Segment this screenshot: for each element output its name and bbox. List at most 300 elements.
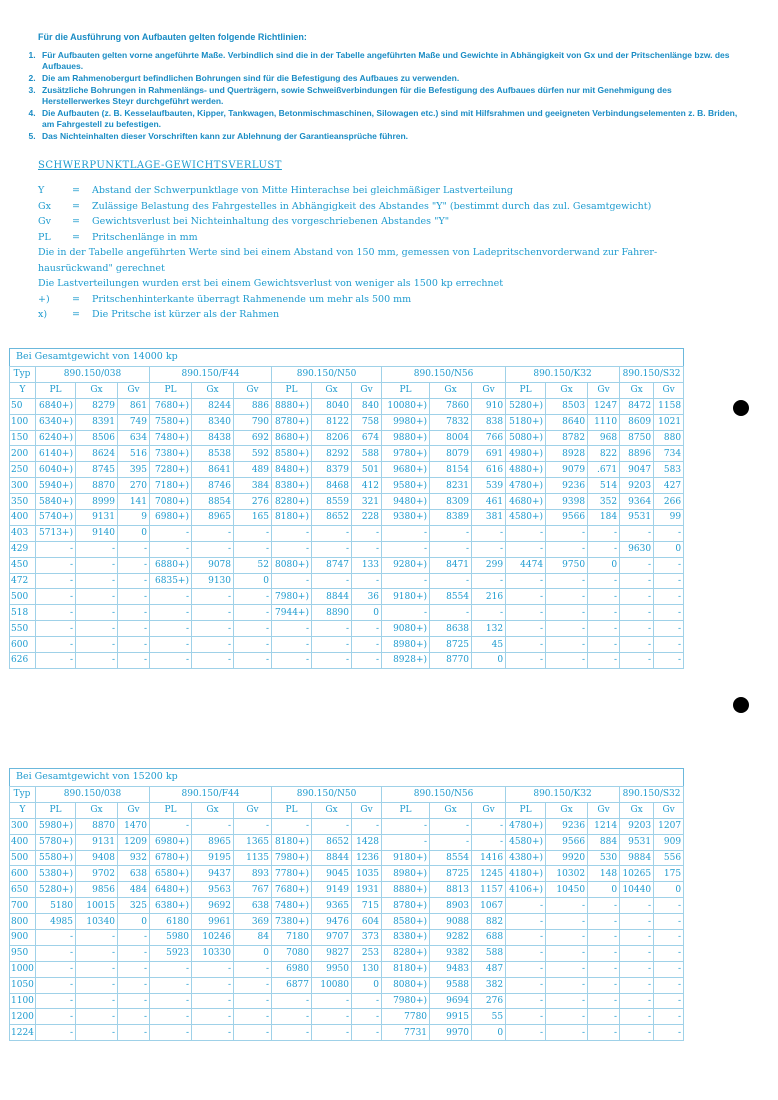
table-cell: 8782 (546, 430, 588, 446)
table-row (10, 398, 684, 414)
table-cell: 8725 (430, 866, 472, 882)
table-cell: 9566 (546, 834, 588, 850)
table-cell: 9961 (192, 914, 234, 930)
table-row (10, 866, 684, 882)
table-cell: 9408 (76, 850, 118, 866)
legend-symbol: Gv (38, 216, 51, 227)
table-cell: - (150, 605, 192, 621)
table-cell: 6240+) (36, 430, 76, 446)
table-cell: - (654, 993, 684, 1009)
legend-text: Pritschenlänge in mm (92, 231, 198, 243)
legend-equals: = (72, 200, 80, 212)
table-cell: - (620, 945, 654, 961)
table-cell: 9915 (430, 1009, 472, 1025)
table-cell: - (312, 1009, 352, 1025)
table-row (10, 653, 684, 669)
table-cell: - (118, 945, 150, 961)
table-cell: 5580+) (36, 850, 76, 866)
table-row (10, 898, 684, 914)
table-cell: - (472, 834, 506, 850)
table-cell: - (234, 818, 272, 834)
table-cell: 8652 (312, 510, 352, 526)
table-cell: - (588, 525, 620, 541)
table-cell: 884 (588, 834, 620, 850)
model-header: 890.150/S32 (620, 787, 684, 803)
table-cell: 55 (472, 1009, 506, 1025)
table-cell: - (150, 818, 192, 834)
table-cell: 5980+) (36, 818, 76, 834)
row-y-value: 300 (10, 818, 36, 834)
table-cell: 4985 (36, 914, 76, 930)
table-cell: - (192, 653, 234, 669)
table-cell: 692 (234, 430, 272, 446)
table-cell: 4580+) (506, 834, 546, 850)
table-cell: - (654, 945, 684, 961)
guideline-item: 2. Die am Rahmenobergurt befindlichen Bohrungen sind für die Befestigung des Aufbaues zu verwenden. (38, 73, 738, 84)
table-cell: 9980+) (382, 414, 430, 430)
column-header: Gx (546, 382, 588, 398)
table-row (10, 818, 684, 834)
table-cell: - (588, 653, 620, 669)
table-cell: - (76, 637, 118, 653)
table-cell: 8903 (430, 898, 472, 914)
column-header: Gv (352, 382, 382, 398)
table-cell: - (36, 945, 76, 961)
table-cell: - (36, 605, 76, 621)
table-cell: - (76, 541, 118, 557)
table-cell: 8080+) (382, 977, 430, 993)
table-cell: 822 (588, 446, 620, 462)
table-cell: - (352, 525, 382, 541)
table-row (10, 494, 684, 510)
table-cell: 8180+) (272, 510, 312, 526)
table-cell: 8770 (430, 653, 472, 669)
table-cell: - (192, 1025, 234, 1041)
row-y-value: 1224 (10, 1025, 36, 1041)
table-cell: 8609 (620, 414, 654, 430)
column-header: Gx (312, 382, 352, 398)
table-cell: - (620, 914, 654, 930)
table-cell: - (472, 541, 506, 557)
table-cell: 9080+) (382, 621, 430, 637)
table-cell: 0 (118, 525, 150, 541)
legend-equals: = (72, 231, 80, 243)
table-cell: 1247 (588, 398, 620, 414)
row-y-value: 800 (10, 914, 36, 930)
table-cell: 1207 (654, 818, 684, 834)
punch-hole-icon (733, 400, 749, 416)
column-header: PL (382, 382, 430, 398)
table-cell: 9476 (312, 914, 352, 930)
table-cell: - (620, 1009, 654, 1025)
table-cell: 5923 (150, 945, 192, 961)
table-cell: - (546, 930, 588, 946)
table-cell: 228 (352, 510, 382, 526)
table-cell: - (150, 525, 192, 541)
row-y-value: 403 (10, 525, 36, 541)
table-cell: 1214 (588, 818, 620, 834)
table-row (10, 525, 684, 541)
table-row (10, 541, 684, 557)
table-cell: - (654, 930, 684, 946)
table-cell: - (546, 914, 588, 930)
table-cell: - (312, 621, 352, 637)
table-cell: 130 (352, 961, 382, 977)
table-cell: 8040 (312, 398, 352, 414)
table-cell: - (546, 977, 588, 993)
table-cell: - (588, 898, 620, 914)
table-cell: 270 (118, 478, 150, 494)
table-row (10, 1009, 684, 1025)
table-cell: - (588, 1025, 620, 1041)
model-header: 890.150/N50 (272, 787, 382, 803)
table-cell: - (36, 557, 76, 573)
table-row (10, 557, 684, 573)
model-header: 890.150/K32 (506, 367, 620, 383)
table-cell: 4780+) (506, 478, 546, 494)
legend-note: Die in der Tabelle angeführten Werte sind bei einem Abstand von 150 mm, gemessen von Ladepritschenvorderwand zur Fahrer- (38, 247, 658, 258)
table-cell: - (620, 930, 654, 946)
table-cell: 8472 (620, 398, 654, 414)
table-cell: 8746 (192, 478, 234, 494)
row-y-value: 626 (10, 653, 36, 669)
table-cell: 8280+) (272, 494, 312, 510)
row-y-value: 400 (10, 834, 36, 850)
table-cell: 6980 (272, 961, 312, 977)
column-header: PL (36, 802, 76, 818)
table-cell: - (312, 653, 352, 669)
table-cell: 9884 (620, 850, 654, 866)
table-cell: 8340 (192, 414, 234, 430)
row-y-value: 472 (10, 573, 36, 589)
table-cell: - (352, 818, 382, 834)
table-cell: - (654, 961, 684, 977)
table-cell: - (118, 930, 150, 946)
table-cell: 10302 (546, 866, 588, 882)
column-header: Gx (76, 382, 118, 398)
table-cell: 8279 (76, 398, 118, 414)
typ-label: Typ (10, 787, 36, 803)
table-cell: - (382, 525, 430, 541)
table-cell: 8980+) (382, 866, 430, 882)
model-header: 890.150/038 (36, 367, 150, 383)
table-cell: - (76, 589, 118, 605)
table-cell: 8928 (546, 446, 588, 462)
table-cell: 6840+) (36, 398, 76, 414)
table-cell: 10246 (192, 930, 234, 946)
table-cell: 0 (472, 653, 506, 669)
table-cell: 0 (654, 541, 684, 557)
table-cell: - (36, 1009, 76, 1025)
table-cell: 8854 (192, 494, 234, 510)
table-cell: 9827 (312, 945, 352, 961)
table-cell: - (272, 541, 312, 557)
table-cell: - (150, 653, 192, 669)
table-cell: 9130 (192, 573, 234, 589)
table-cell: 501 (352, 462, 382, 478)
model-header-row (10, 367, 684, 383)
table-cell: - (352, 573, 382, 589)
table-cell: 6780+) (150, 850, 192, 866)
table-cell: 325 (118, 898, 150, 914)
table-cell: 861 (118, 398, 150, 414)
table-cell: - (506, 1025, 546, 1041)
legend-text: Pritschenhinterkante überragt Rahmenende um mehr als 500 mm (92, 293, 412, 305)
table-cell: 299 (472, 557, 506, 573)
table-cell: - (588, 930, 620, 946)
table-cell: 5780+) (36, 834, 76, 850)
typ-label: Typ (10, 367, 36, 383)
table-cell: - (588, 589, 620, 605)
table-cell: - (272, 653, 312, 669)
table-cell: - (36, 621, 76, 637)
table-cell: 1035 (352, 866, 382, 882)
table-cell: 8640 (546, 414, 588, 430)
table-cell: 1931 (352, 882, 382, 898)
table-cell: - (352, 541, 382, 557)
table-cell: - (588, 573, 620, 589)
table-cell: - (150, 589, 192, 605)
table-cell: - (588, 945, 620, 961)
table-cell: 8813 (430, 882, 472, 898)
table-cell: 0 (654, 882, 684, 898)
table-row (10, 914, 684, 930)
model-header: 890.150/N50 (272, 367, 382, 383)
legend-row (38, 292, 738, 308)
table-cell: 7731 (382, 1025, 430, 1041)
table-cell: 4380+) (506, 850, 546, 866)
table-cell: 758 (352, 414, 382, 430)
table-cell: 10440 (620, 882, 654, 898)
table-cell: - (506, 914, 546, 930)
table-cell: - (118, 977, 150, 993)
column-header: PL (506, 802, 546, 818)
table-cell: - (118, 541, 150, 557)
column-header: Gv (118, 802, 150, 818)
table-cell: 516 (118, 446, 150, 462)
table-cell: - (272, 993, 312, 1009)
table-cell: - (118, 605, 150, 621)
table-cell: - (620, 605, 654, 621)
table-cell: 638 (234, 898, 272, 914)
punch-hole-icon (733, 697, 749, 713)
table-cell: - (150, 993, 192, 1009)
table-cell: - (588, 621, 620, 637)
table-cell: - (382, 573, 430, 589)
table-cell: 276 (472, 993, 506, 1009)
table-cell: 8844 (312, 850, 352, 866)
table-cell: - (192, 637, 234, 653)
table-cell: 6880+) (150, 557, 192, 573)
table-cell: - (312, 818, 352, 834)
table-cell: 276 (234, 494, 272, 510)
table-cell: 0 (352, 605, 382, 621)
table-cell: 427 (654, 478, 684, 494)
table-row (10, 834, 684, 850)
table-cell: - (36, 589, 76, 605)
table-cell: - (506, 653, 546, 669)
table-cell: - (588, 961, 620, 977)
table-cell: 8652 (312, 834, 352, 850)
table-cell: 5180 (36, 898, 76, 914)
table-row (10, 993, 684, 1009)
legend-row (38, 183, 738, 199)
table-cell: 8280+) (382, 945, 430, 961)
table-cell: 384 (234, 478, 272, 494)
column-header: Gv (118, 382, 150, 398)
table-cell: 8896 (620, 446, 654, 462)
table-cell: 8554 (430, 589, 472, 605)
table-cell: 4106+) (506, 882, 546, 898)
column-header-row (10, 802, 684, 818)
table-cell: - (654, 589, 684, 605)
table-cell: - (506, 525, 546, 541)
column-header: Gv (588, 382, 620, 398)
table-cell: 8624 (76, 446, 118, 462)
table-cell: 1416 (472, 850, 506, 866)
table-cell: 790 (234, 414, 272, 430)
table-cell: - (506, 961, 546, 977)
column-header: Gx (620, 802, 654, 818)
table-cell: - (76, 573, 118, 589)
table-cell: 8965 (192, 510, 234, 526)
table-cell: - (234, 605, 272, 621)
table-cell: - (546, 637, 588, 653)
table-cell: 10450 (546, 882, 588, 898)
table-cell: - (506, 945, 546, 961)
table-cell: 7580+) (150, 414, 192, 430)
table-cell: 381 (472, 510, 506, 526)
table-cell: - (192, 1009, 234, 1025)
table-cell: - (36, 961, 76, 977)
column-header: Y (10, 802, 36, 818)
table-row (10, 930, 684, 946)
table-row (10, 430, 684, 446)
table-cell: 8725 (430, 637, 472, 653)
row-y-value: 1000 (10, 961, 36, 977)
table-cell: - (382, 834, 430, 850)
table-cell: - (192, 621, 234, 637)
table-cell: - (546, 621, 588, 637)
table-cell: 5380+) (36, 866, 76, 882)
table-cell: 7380+) (272, 914, 312, 930)
row-y-value: 900 (10, 930, 36, 946)
table-cell: 9970 (430, 1025, 472, 1041)
table-cell: 638 (118, 866, 150, 882)
table-cell: - (546, 589, 588, 605)
table-cell: 133 (352, 557, 382, 573)
table-cell: 583 (654, 462, 684, 478)
table-cell: 9380+) (382, 510, 430, 526)
table-cell: - (472, 605, 506, 621)
table-cell: 373 (352, 930, 382, 946)
table-row (10, 621, 684, 637)
table-cell: 588 (352, 446, 382, 462)
table-cell: - (654, 653, 684, 669)
table-cell: - (192, 818, 234, 834)
table-cell: 9180+) (382, 589, 430, 605)
table-cell: 634 (118, 430, 150, 446)
table-cell: 7280+) (150, 462, 192, 478)
row-y-value: 700 (10, 898, 36, 914)
table-cell: 7480+) (150, 430, 192, 446)
model-header: 890.150/038 (36, 787, 150, 803)
table-cell: 253 (352, 945, 382, 961)
row-y-value: 450 (10, 557, 36, 573)
table-cell: 7944+) (272, 605, 312, 621)
table-cell: 9880+) (382, 430, 430, 446)
table-cell: 9131 (76, 834, 118, 850)
model-header: 890.150/N56 (382, 367, 506, 383)
model-header: 890.150/F44 (150, 367, 272, 383)
table-cell: 880 (654, 430, 684, 446)
table-cell: 8154 (430, 462, 472, 478)
legend-equals: = (72, 216, 80, 227)
column-header: Gv (472, 802, 506, 818)
table-row (10, 589, 684, 605)
table-cell: 8559 (312, 494, 352, 510)
table-cell: - (588, 993, 620, 1009)
table-cell: 7780 (382, 1009, 430, 1025)
table-cell: - (654, 525, 684, 541)
table-cell: 1236 (352, 850, 382, 866)
table-cell: 8468 (312, 478, 352, 494)
table-cell: 8292 (312, 446, 352, 462)
table-cell: - (620, 525, 654, 541)
table-cell: - (654, 1025, 684, 1041)
table-cell: 8638 (430, 621, 472, 637)
table-cell: 266 (654, 494, 684, 510)
table-cell: - (150, 961, 192, 977)
table-cell: 5740+) (36, 510, 76, 526)
table-cell: - (430, 541, 472, 557)
table-cell: 8079 (430, 446, 472, 462)
table-cell: 8580+) (272, 446, 312, 462)
table-cell: 461 (472, 494, 506, 510)
table-cell: - (654, 573, 684, 589)
row-y-value: 350 (10, 494, 36, 510)
column-header: Gv (654, 802, 684, 818)
column-header: Y (10, 382, 36, 398)
table-cell: 184 (588, 510, 620, 526)
table-cell: - (382, 605, 430, 621)
table-cell: - (150, 621, 192, 637)
table-cell: - (654, 557, 684, 573)
table-cell: 10080 (312, 977, 352, 993)
column-header: Gv (654, 382, 684, 398)
table-cell: - (192, 977, 234, 993)
table-cell: - (620, 653, 654, 669)
table-cell: 5280+) (506, 398, 546, 414)
table-cell: 6877 (272, 977, 312, 993)
table-cell: - (546, 993, 588, 1009)
table-cell: 1135 (234, 850, 272, 866)
table-cell: 9531 (620, 510, 654, 526)
table-cell: 8309 (430, 494, 472, 510)
table-cell: 1021 (654, 414, 684, 430)
table-cell: 8379 (312, 462, 352, 478)
guideline-item: 1. Für Aufbauten gelten vorne angeführte Maße. Verbindlich sind die in der Tabelle angeführten Maße und Gewichte in Abhängigkeit von Gx und der Pritschenlänge bzw. des Aufbaues. (38, 50, 738, 72)
table-cell: 36 (352, 589, 382, 605)
table-cell: 6040+) (36, 462, 76, 478)
table-cell: - (506, 541, 546, 557)
table-cell: 141 (118, 494, 150, 510)
table-cell: - (588, 637, 620, 653)
legend-note: hausrückwand" gerechnet (38, 262, 165, 274)
table-cell: 7860 (430, 398, 472, 414)
table-row (10, 1025, 684, 1041)
table-cell: - (588, 977, 620, 993)
